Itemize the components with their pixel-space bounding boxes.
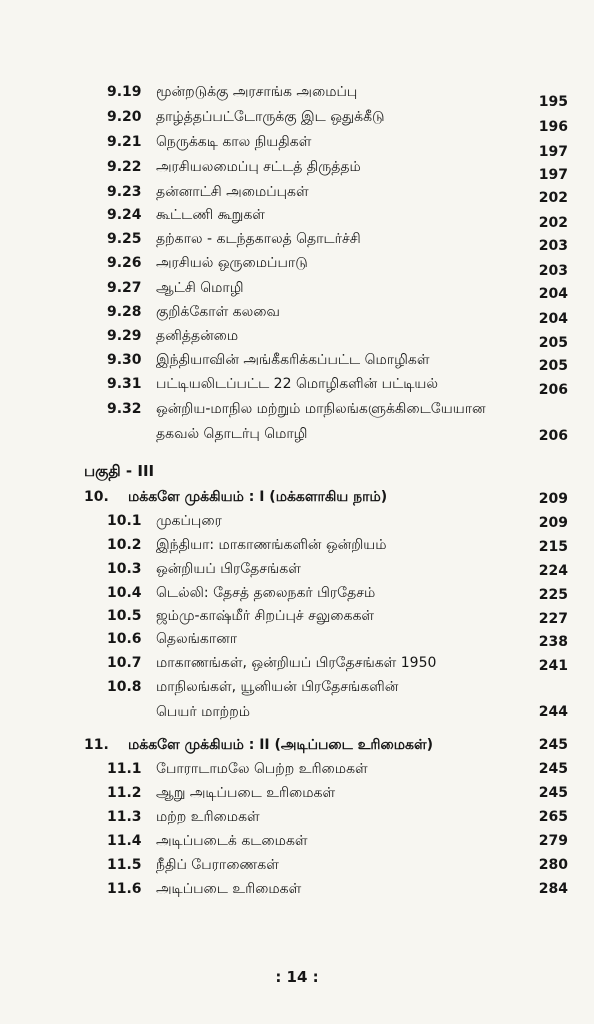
section-title: தன்னாட்சி அமைப்புகள் [156, 184, 309, 200]
page-number: 202 [538, 215, 568, 231]
section-number: 10.2 [107, 537, 142, 553]
page-number: 279 [538, 833, 568, 849]
page-number: 206 [538, 428, 568, 444]
section-number: 11.2 [107, 785, 142, 801]
section-number: 10.1 [107, 513, 142, 529]
page-number: 196 [538, 119, 568, 135]
page-number: 204 [538, 311, 568, 327]
section-number: 11.6 [107, 881, 142, 897]
section-number: 10.8 [107, 679, 142, 695]
chapter-title: மக்களே முக்கியம் : I (மக்களாகிய நாம்) [128, 489, 388, 505]
section-number: 9.21 [107, 134, 142, 150]
page-number: 245 [538, 785, 568, 801]
section-title: அரசியலமைப்பு சட்டத் திருத்தம் [156, 159, 361, 175]
section-title: அடிப்படைக் கடமைகள் [156, 833, 308, 849]
section-title: நெருக்கடி கால நியதிகள் [156, 134, 312, 150]
page-number: 215 [538, 539, 568, 555]
section-number: 9.32 [107, 401, 142, 417]
page-number: 265 [538, 809, 568, 825]
page-number: 195 [538, 94, 568, 110]
section-number: 11.1 [107, 761, 142, 777]
section-title-line2: தகவல் தொடர்பு மொழி [156, 426, 308, 442]
page-number: 197 [538, 167, 568, 183]
page-number: 203 [538, 263, 568, 279]
section-title: அடிப்படை உரிமைகள் [156, 881, 302, 897]
section-number: 9.19 [107, 84, 142, 100]
section-number: 9.30 [107, 352, 142, 368]
section-title: போராடாமலே பெற்ற உரிமைகள் [156, 761, 368, 777]
section-number: 11.5 [107, 857, 142, 873]
section-number: 9.26 [107, 255, 142, 271]
section-number: 9.23 [107, 184, 142, 200]
page-number: 224 [538, 563, 568, 579]
section-title: குறிக்கோள் கலவை [156, 304, 280, 320]
page-number: 225 [538, 587, 568, 603]
page-number: 241 [538, 658, 568, 674]
section-number: 9.24 [107, 207, 142, 223]
page-footer-number: : 14 : [275, 968, 319, 986]
section-title: கூட்டணி கூறுகள் [156, 207, 265, 223]
section-number: 9.20 [107, 109, 142, 125]
section-number: 9.22 [107, 159, 142, 175]
section-title: நீதிப் பேராணைகள் [156, 857, 279, 873]
section-title-line1: மாநிலங்கள், யூனியன் பிரதேசங்களின் [156, 679, 399, 695]
section-title: இந்தியா: மாகாணங்களின் ஒன்றியம் [156, 537, 387, 553]
section-number: 9.29 [107, 328, 142, 344]
chapter-number: 10. [84, 489, 109, 505]
page-number: 280 [538, 857, 568, 873]
page-number: 203 [538, 238, 568, 254]
page-number: 245 [538, 761, 568, 777]
section-title: தனித்தன்மை [156, 328, 239, 344]
section-title: ஒன்றியப் பிரதேசங்கள் [156, 561, 301, 577]
section-title: மற்ற உரிமைகள் [156, 809, 260, 825]
section-title: தற்கால - கடந்தகாலத் தொடர்ச்சி [156, 231, 361, 247]
page-number: 244 [538, 704, 568, 720]
section-number: 10.3 [107, 561, 142, 577]
chapter-number: 11. [84, 737, 109, 753]
page-number: 238 [538, 634, 568, 650]
section-title: இந்தியாவின் அங்கீகரிக்கப்பட்ட மொழிகள் [156, 352, 430, 368]
section-title: முகப்புரை [156, 513, 222, 529]
section-title: அரசியல் ஒருமைப்பாடு [156, 255, 308, 271]
section-title: ஆறு அடிப்படை உரிமைகள் [156, 785, 336, 801]
chapter-title: மக்களே முக்கியம் : II (அடிப்படை உரிமைகள்) [128, 737, 433, 753]
section-number: 10.5 [107, 608, 142, 624]
section-title-line1: ஒன்றிய-மாநில மற்றும் மாநிலங்களுக்கிடையேயான [156, 401, 486, 417]
section-title-line2: பெயர் மாற்றம் [156, 704, 250, 720]
section-number: 9.27 [107, 280, 142, 296]
page-number: 209 [538, 491, 568, 507]
section-title: தாழ்த்தப்பட்டோருக்கு இட ஒதுக்கீடு [156, 109, 385, 125]
page-number: 202 [538, 190, 568, 206]
page-number: 197 [538, 144, 568, 160]
part-heading: பகுதி - III [84, 462, 155, 480]
section-title: ஆட்சி மொழி [156, 280, 244, 296]
page-number: 209 [538, 515, 568, 531]
page-number: 205 [538, 358, 568, 374]
section-number: 9.25 [107, 231, 142, 247]
page-number: 206 [538, 382, 568, 398]
section-number: 11.3 [107, 809, 142, 825]
section-number: 9.31 [107, 376, 142, 392]
section-title: மாகாணங்கள், ஒன்றியப் பிரதேசங்கள் 1950 [156, 655, 437, 671]
section-title: மூன்றடுக்கு அரசாங்க அமைப்பு [156, 84, 358, 100]
section-number: 9.28 [107, 304, 142, 320]
page-number: 284 [538, 881, 568, 897]
section-title: டெல்லி: தேசத் தலைநகர் பிரதேசம் [156, 585, 376, 601]
page-number: 204 [538, 286, 568, 302]
section-number: 10.4 [107, 585, 142, 601]
page-number: 205 [538, 335, 568, 351]
section-number: 10.6 [107, 631, 142, 647]
page-number: 245 [538, 737, 568, 753]
section-title: பட்டியலிடப்பட்ட 22 மொழிகளின் பட்டியல் [156, 376, 438, 392]
section-number: 11.4 [107, 833, 142, 849]
page-number: 227 [538, 611, 568, 627]
section-title: தெலங்கானா [156, 631, 238, 647]
section-title: ஜம்மு-காஷ்மீர் சிறப்புச் சலுகைகள் [156, 608, 375, 624]
section-number: 10.7 [107, 655, 142, 671]
